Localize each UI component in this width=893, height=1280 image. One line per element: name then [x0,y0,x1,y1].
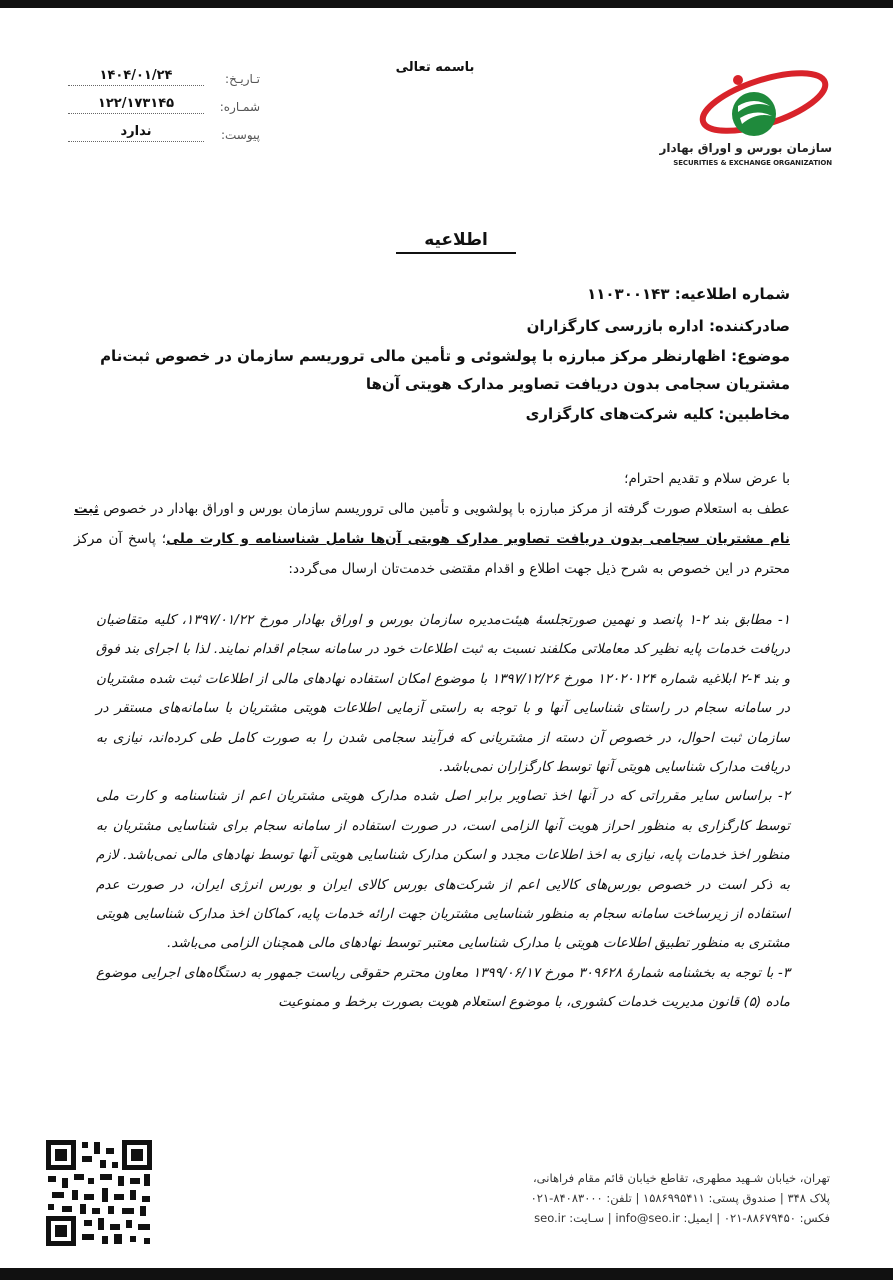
date-label: تـاریـخ: [225,72,260,86]
greeting: با عرض سلام و تقدیم احترام؛ [624,471,790,487]
org-logo [659,66,840,176]
attachment-label: پیوست: [220,128,260,142]
number-field [60,96,260,120]
bottom-border [0,1268,893,1280]
intro-text-2: ؛ پاسخ آن مرکز محترم در این خصوص به شرح ذیل جهت اطلاع و اقدام مقتضی خدمت‌تان ارسال می‌گردد: [74,531,790,577]
address-line-2: پلاک ۳۴۸ | صندوق پستی: ۱۵۸۶۹۹۵۴۱۱ | تلفن: ۸۴۰۸۳۰۰۰-۰۲۱ [530,1191,830,1205]
top-border [0,0,893,8]
notice-heading-block [80,278,790,430]
seo-emblem-icon [694,66,834,144]
address-line-1: تهران، خیابان شـهید مطهری، تقاطع خیابان قائم مقام فراهانی، [532,1171,830,1185]
bismillah-heading: باسمه تعالی [395,60,475,75]
date-value: ۱۴۰۴/۰۱/۲۴ [68,68,204,86]
letter-intro [74,464,790,584]
qr-code-icon [44,1138,154,1248]
document-title: اطلاعیه [396,230,516,254]
intro-paragraph [74,494,790,584]
clause-3: ۳- با توجه به بخشنامه شمارهٔ ۳۰۹۶۲۸ مورخ ۱۳۹۹/۰۶/۱۷ معاون محترم حقوقی ریاست جمهور به دستگاه‌های اجرایی موضوع ماده (۵) قانون مدیریت خدمات کشوری، با موضوع استعلام هویت بصورت برخط و ممنوعیت [96,964,790,1011]
org-name-en: SECURITIES & EXCHANGE ORGANIZATION [673,159,832,167]
recipients: مخاطبین: کلیه شرکت‌های کارگزاری [525,405,790,423]
subject: موضوع: اظهارنظر مرکز مبارزه با پولشوئی و تأمین مالی تروریسم سازمان در خصوص ثبت‌نام مشتریان سجامی بدون دریافت تصاویر مدارک هویتی آن‌ها [100,347,790,393]
notice-number: شماره اطلاعیه: ۱۱۰۳۰۰۱۴۳ [587,285,790,303]
clauses-list [96,606,790,1018]
intro-emphasis: ثبت نام مشتریان سجامی بدون دریافت تصاویر مدارک هویتی آن‌ها شامل شناسنامه و کارت ملی [74,501,790,547]
qr-code [44,1138,154,1248]
org-name-fa: سازمان بورس و اوراق بهادار [659,141,832,155]
letter-page [0,8,893,1268]
number-label: شمـاره: [219,100,260,114]
attachment-value: ندارد [68,124,204,142]
issuer: صادرکننده: اداره بازرسی کارگزاران [526,317,790,335]
attachment-field [60,124,260,148]
clause-1: ۱- مطابق بند ۲-۱ پانصد و نهمین صورتجلسهٔ هیئت‌مدیره سازمان بورس و اوراق بهادار مورخ ۱۳۹۷/۰۱/۲۲، کلیه متقاضیان دریافت خدمات پایه نظیر کد معاملاتی مکلفند نسبت به ثبت اطلاعات خود در سامانه سجام اقدام نمایند. لذا با اجرای بند فوق و بند ۴-۲ ابلاغیه شماره ۱۲۰۲۰۱۲۴ مورخ ۱۳۹۷/۱۲/۲۶ با موضوع امکان استفاده نهادهای مالی از اطلاعات ثبت شده مشتریان در سامانه سجام در راستای شناسایی آنها و با توجه به راستی آزمایی اطلاعات هویتی مشتریان با سامانه‌های مستقر در سازمان ثبت احوال، در خصوص آن دسته از مشتریانی که فرآیند سجامی شدن را به صورت کامل طی کرده‌اند، نیازی به دریافت مدارک شناسایی هویتی آنها توسط کارگزاران نمی‌باشد. [96,612,790,776]
clause-2: ۲- براساس سایر مقرراتی که در آنها اخذ تصاویر برابر اصل شده مدارک هویتی مشتریان اعم از شناسنامه و کارت ملی توسط کارگزاری به منظور احراز هویت آنها الزامی است، در صورت استفاده از سامانه سجام برای شناسایی مشتریان به منظور اخذ خدمات پایه، نیازی به اخذ اطلاعات مجدد و اسکن مدارک شناسایی هویتی آنها توسط نهادهای مالی نمی‌باشد. لازم به ذکر است در خصوص بورس‌های کالایی اعم از شرکت‌های بورس کالای ایران و بورس انرژی ایران، در صورت عدم استفاده از زیرساخت سامانه سجام به منظور شناسایی مشتریان جهت ارائه خدمات پایه، کماکان اخذ مدارک شناسایی هویتی مشتری به منظور تطبیق اطلاعات هویتی با مدارک شناسایی معتبر توسط نهادهای مالی همچنان الزامی می‌باشد. [96,788,790,952]
number-value: ۱۲۲/۱۷۳۱۴۵ [68,96,204,114]
footer-address [500,1168,830,1228]
intro-text-1: عطف به استعلام صورت گرفته از مرکز مبارزه با پولشویی و تأمین مالی تروریسم سازمان بورس و اوراق بهادار در خصوص [98,501,790,517]
address-line-3: فکس: ۸۸۶۷۹۴۵۰-۰۲۱ | ایمیل: info@seo.ir | سـایت: seo.ir [534,1211,830,1225]
date-field [60,68,260,92]
